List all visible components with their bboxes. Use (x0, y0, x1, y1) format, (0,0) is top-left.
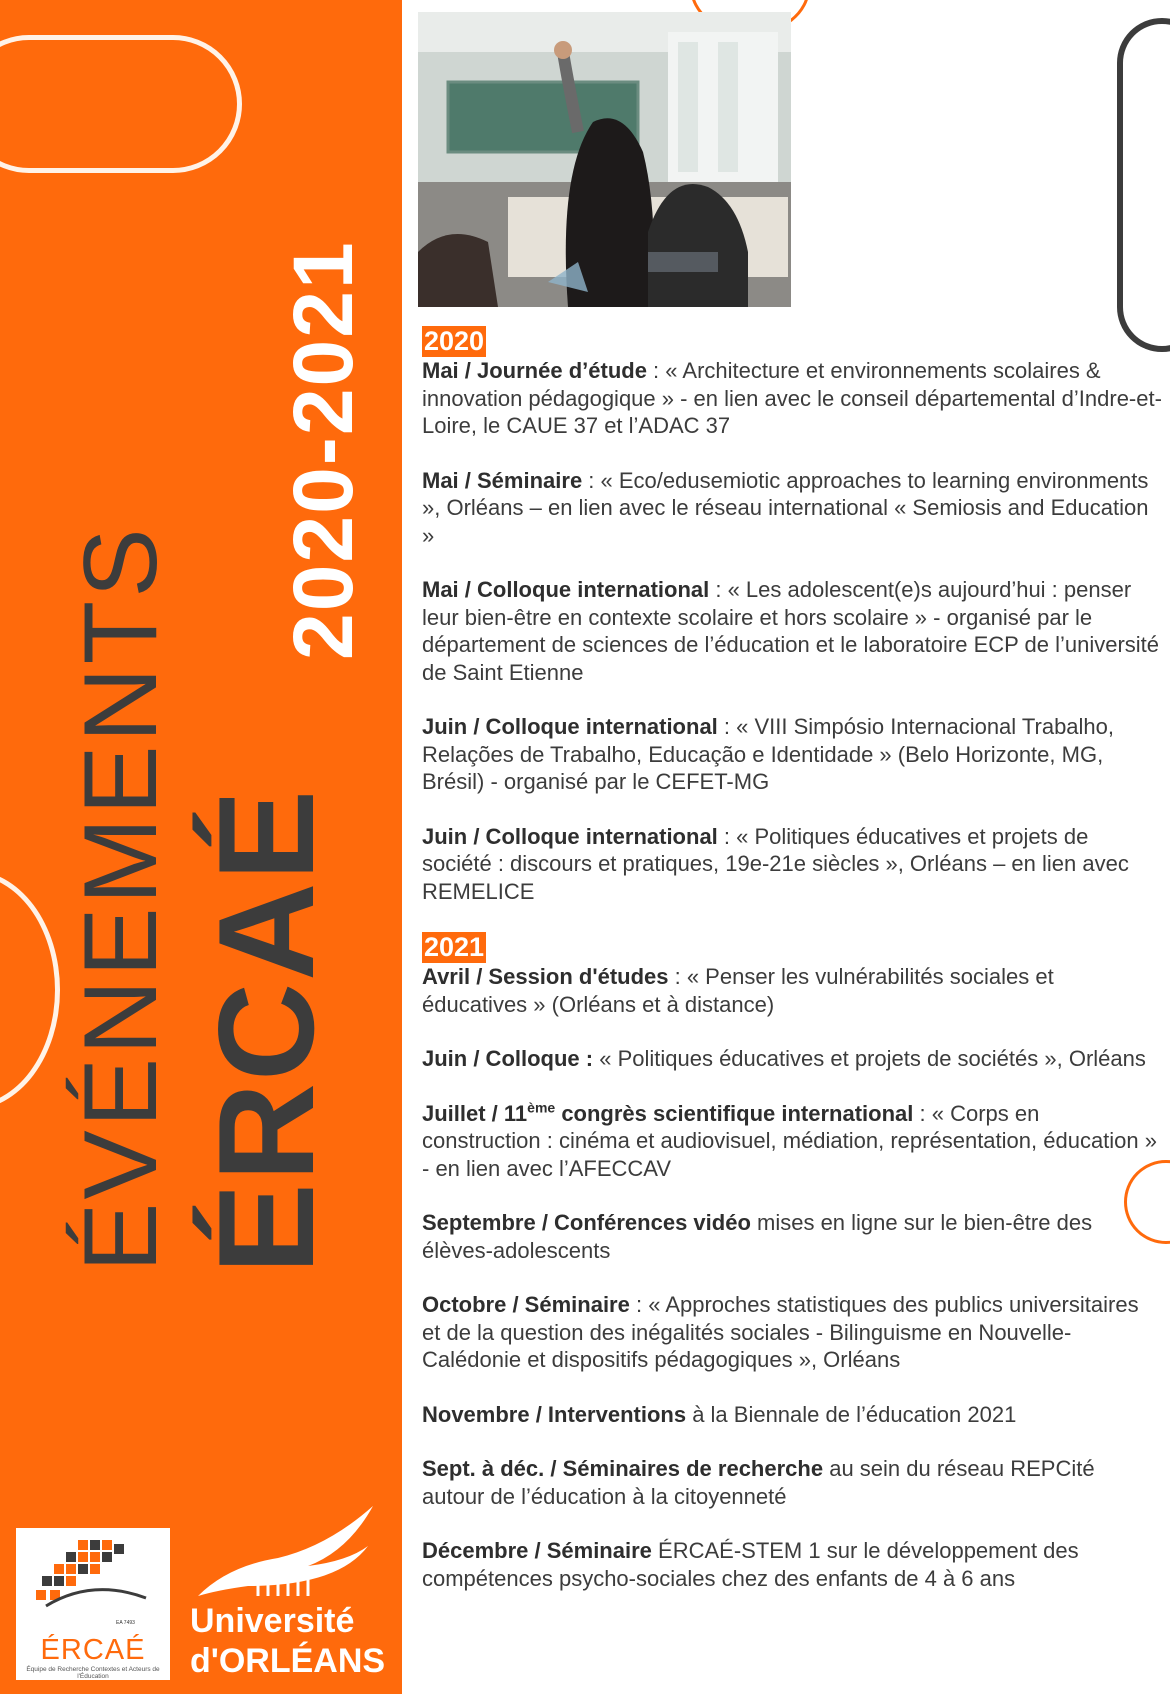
event-heading: Sept. à déc. / Séminaires de recherche (422, 1456, 824, 1481)
event-heading-sup: ème (527, 1099, 556, 1116)
title-ercae: ÉRCAÉ (190, 787, 342, 1274)
event-heading: Juillet / 11 (422, 1100, 528, 1126)
event-heading: Octobre / Séminaire (422, 1292, 630, 1317)
event-text: : « Politiques éducatives et projets de société : discours et pratiques, 19e-21e siècles », Orléans – en lien avec REMELICE (422, 823, 1129, 904)
university-name-line2: d'ORLÉANS (190, 1642, 386, 1680)
event-text: « Politiques éducatives et projets de sociétés », Orléans (593, 1046, 1146, 1071)
event-text: : « Approches statistiques des publics universitaires et de la question des inégalités sociales - Bilinguisme en Nouvelle-Calédonie et dispositifs pédagogiques », Orléans (422, 1292, 1139, 1372)
event-item (422, 576, 1162, 686)
event-text: : « Architecture et environnements scolaires & innovation pédagogique » - en lien avec le conseil départemental d’Indre-et-Loire, le CAUE 37 et l’ADAC 37 (422, 358, 1162, 438)
title-years: 2020-2021 (276, 240, 370, 660)
event-item (422, 823, 1162, 906)
event-text: : « Les adolescent(e)s aujourd’hui : penser leur bien-être en contexte scolaire et hors scolaire » - organisé par le département de sciences de l’éducation et le laboratoire ECP de l’université de Saint Etienne (422, 577, 1160, 685)
event-heading: Juin / Colloque international (422, 823, 718, 849)
year-badge: 2020 (424, 326, 485, 356)
event-text: à la Biennale de l’éducation 2021 (686, 1401, 1017, 1427)
event-text: : « VIII Simpósio Internacional Trabalho, Relações de Trabalho, Educação e Identidade » (Belo Horizonte, MG, Brésil) - organisé par le CEFET-MG (422, 714, 1115, 794)
year-badge: 2021 (424, 932, 485, 962)
event-heading: Novembre / Interventions (422, 1401, 687, 1427)
event-text: au sein du réseau REPCité autour de l’éducation à la citoyenneté (422, 1456, 1095, 1509)
event-item (422, 467, 1162, 550)
title-evenements: ÉVÉNEMENTS (63, 525, 179, 1272)
event-item (422, 1291, 1162, 1374)
events-list (422, 326, 1162, 1619)
event-heading: Juin / Colloque international (422, 714, 718, 739)
vertical-title (0, 0, 400, 1300)
event-item (422, 1401, 1162, 1429)
event-text: : « Eco/edusemiotic approaches to learning environments », Orléans – en lien avec le réseau international « Semiosis and Education » (422, 467, 1149, 548)
event-item (422, 713, 1162, 796)
event-text: : « Corps en construction : cinéma et audiovisuel, médiation, représentation, éducation » - en lien avec l’AFECCAV (422, 1100, 1157, 1181)
university-name-line1: Université (190, 1602, 355, 1640)
event-heading: Juin / Colloque : (422, 1046, 594, 1071)
event-heading: Mai / Journée d’étude (422, 358, 647, 383)
universite-orleans-logo (188, 1506, 388, 1686)
event-item (422, 357, 1162, 440)
event-item (422, 963, 1162, 1018)
orange-sidebar (0, 0, 402, 1694)
event-item (422, 1537, 1162, 1592)
event-heading: Avril / Session d'études (422, 964, 669, 989)
event-item (422, 1209, 1162, 1264)
decorative-rounded-rect (1117, 18, 1170, 352)
university-wing-icon (188, 1506, 388, 1602)
event-text: ÉRCAÉ-STEM 1 sur le développement des compétences psycho-sociales chez des enfants de 4 à 6 ans (422, 1538, 1079, 1591)
event-item (422, 1455, 1162, 1510)
event-item (422, 1100, 1162, 1183)
event-heading: Mai / Séminaire (422, 467, 583, 493)
year-section-2020 (422, 326, 1162, 905)
event-item (422, 1045, 1162, 1073)
event-heading: Septembre / Conférences vidéo (422, 1210, 751, 1235)
ercae-name: ÉRCAÉ (40, 1634, 146, 1666)
ercae-mosaic-icon (36, 1538, 148, 1616)
event-heading: Mai / Colloque international (422, 577, 710, 602)
ercae-logo (16, 1528, 170, 1680)
year-section-2021 (422, 932, 1162, 1592)
event-text: : « Penser les vulnérabilités sociales et éducatives » (Orléans et à distance) (422, 964, 1054, 1017)
event-heading-cont: congrès scientifique international (555, 1100, 914, 1126)
ercae-subtitle: Équipe de Recherche Contextes et Acteurs de l'Éducation (26, 1666, 160, 1680)
ercae-code: EA 7493 (116, 1620, 135, 1626)
classroom-photo (418, 12, 791, 307)
event-text: mises en ligne sur le bien-être des élèves-adolescents (422, 1210, 1093, 1263)
event-heading: Décembre / Séminaire (422, 1538, 652, 1563)
